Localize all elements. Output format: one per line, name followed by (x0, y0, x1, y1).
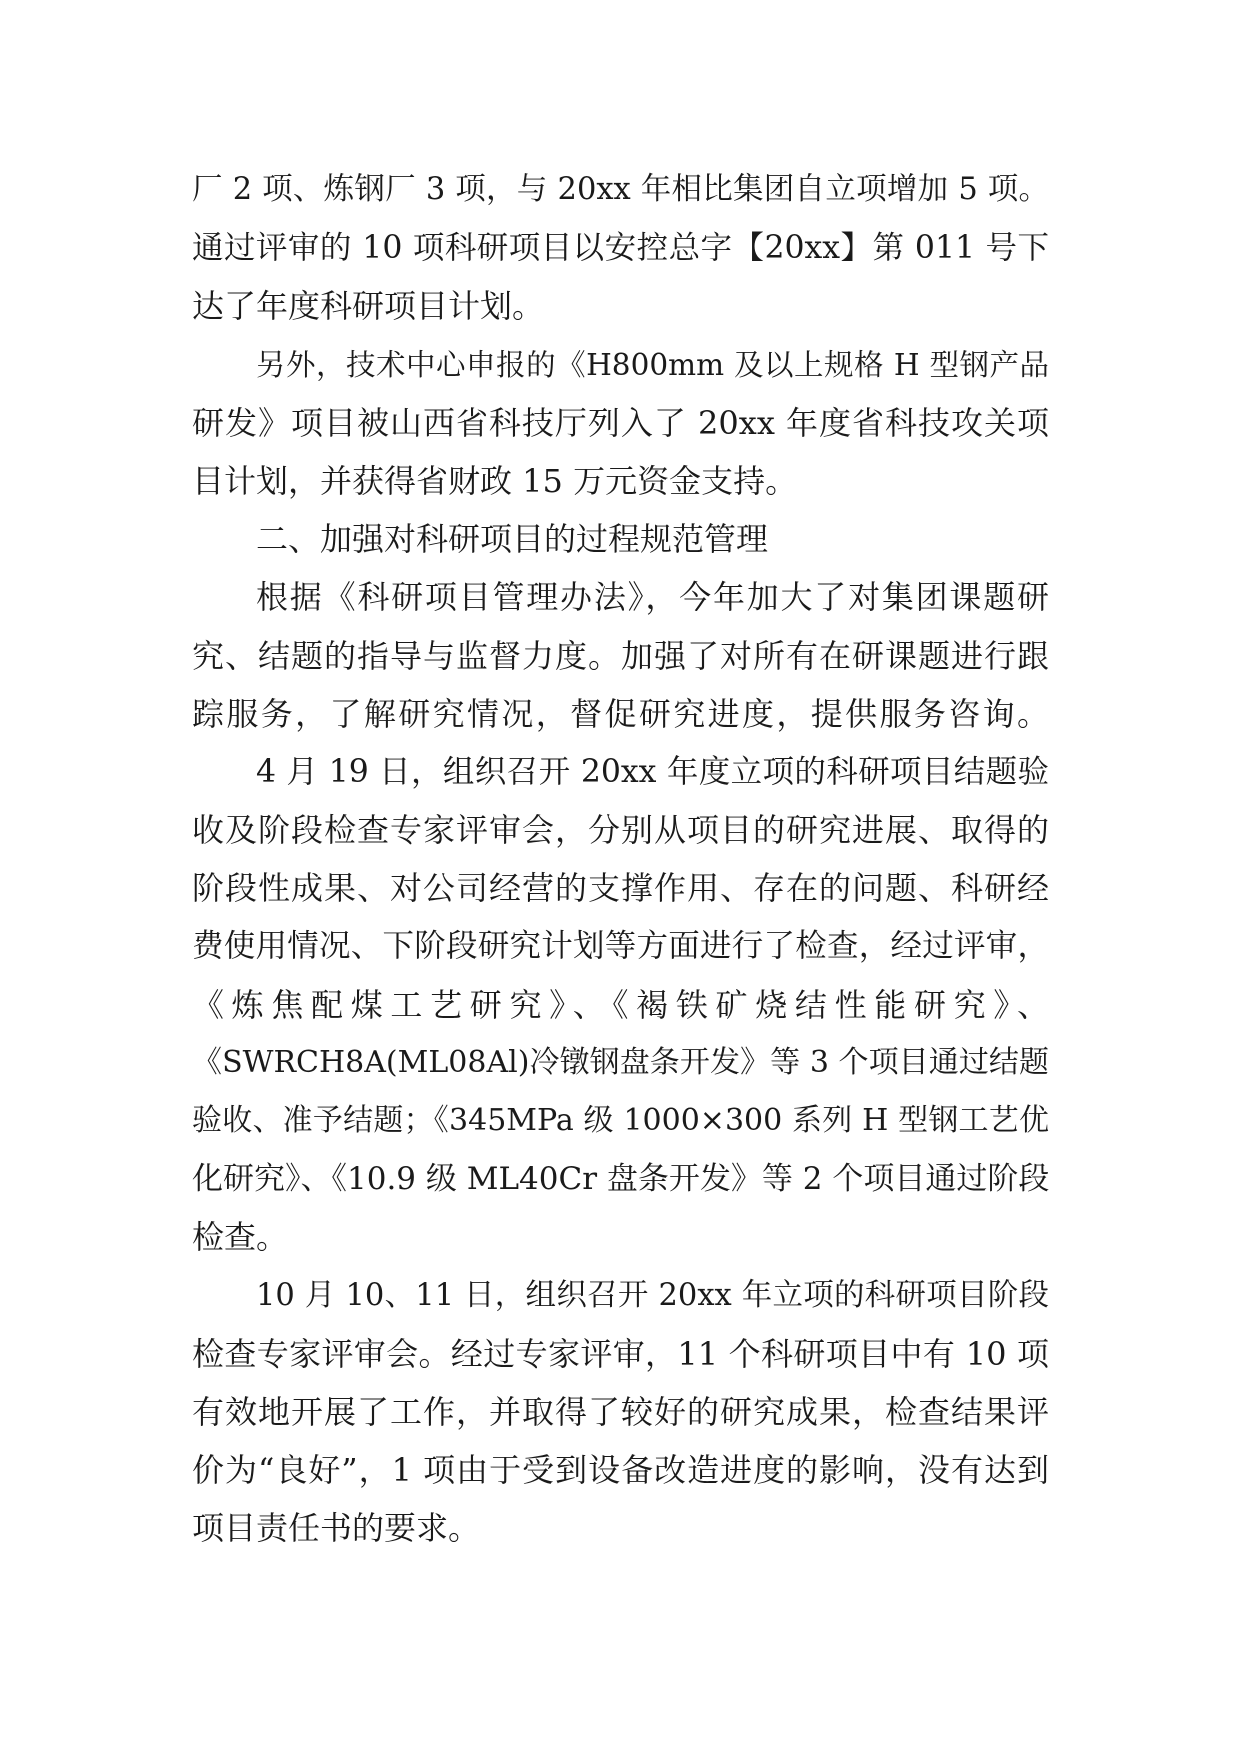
text-line: 检查专家评审会。经过专家评审，11 个科研项目中有 10 项 (192, 1334, 1049, 1373)
text-line: 价为“良好”，1 项由于受到设备改造进度的影响，没有达到 (192, 1451, 1049, 1490)
text-line: 达了年度科研项目计划。 (192, 287, 545, 326)
text-line: 通过评审的 10 项科研项目以安控总字【20xx】第 011 号下 (192, 230, 1049, 267)
text-line: 收及阶段检查专家评审会，分别从项目的研究进展、取得的 (192, 811, 1049, 850)
text-line: 验收、准予结题；《345MPa 级 1000×300 系列 H 型钢工艺优 (192, 1103, 1049, 1138)
text-line: 厂 2 项、炼钢厂 3 项，与 20xx 年相比集团自立项增加 5 项。 (192, 172, 1049, 207)
text-line: 4 月 19 日，组织召开 20xx 年度立项的科研项目结题验 (256, 753, 1049, 790)
text-line: 研发》项目被山西省科技厅列入了 20xx 年度省科技攻关项 (192, 403, 1049, 442)
text-line: 另外，技术中心申报的《H800mm 及以上规格 H 型钢产品 (256, 347, 1049, 382)
text-line: 检查。 (192, 1218, 289, 1257)
text-line: 目计划，并获得省财政 15 万元资金支持。 (192, 461, 798, 500)
text-line: 阶段性成果、对公司经营的支撑作用、存在的问题、科研经 (192, 869, 1049, 908)
text-line: 《炼焦配煤工艺研究》、《褐铁矿烧结性能研究》、 (192, 985, 1049, 1024)
text-line: 有效地开展了工作，并取得了较好的研究成果，检查结果评 (192, 1392, 1049, 1431)
text-line: 根据《科研项目管理办法》，今年加大了对集团课题研 (256, 578, 1049, 617)
text-line: 费使用情况、下阶段研究计划等方面进行了检查，经过评审， (192, 928, 1049, 965)
text-line: 究、结题的指导与监督力度。加强了对所有在研课题进行跟 (192, 636, 1049, 675)
text-line: 10 月 10、11 日，组织召开 20xx 年立项的科研项目阶段 (256, 1277, 1049, 1313)
text-line: 二、加强对科研项目的过程规范管理 (256, 520, 769, 559)
text-line: 踪服务，了解研究情况，督促研究进度，提供服务咨询。 (192, 694, 1049, 733)
text-line: 《SWRCH8A(ML08Al)冷镦钢盘条开发》等 3 个项目通过结题 (192, 1044, 1049, 1080)
document-body (192, 161, 1049, 1558)
text-line: 化研究》、《10.9 级 ML40Cr 盘条开发》等 2 个项目通过阶段 (192, 1161, 1050, 1198)
text-line: 项目责任书的要求。 (192, 1509, 481, 1548)
